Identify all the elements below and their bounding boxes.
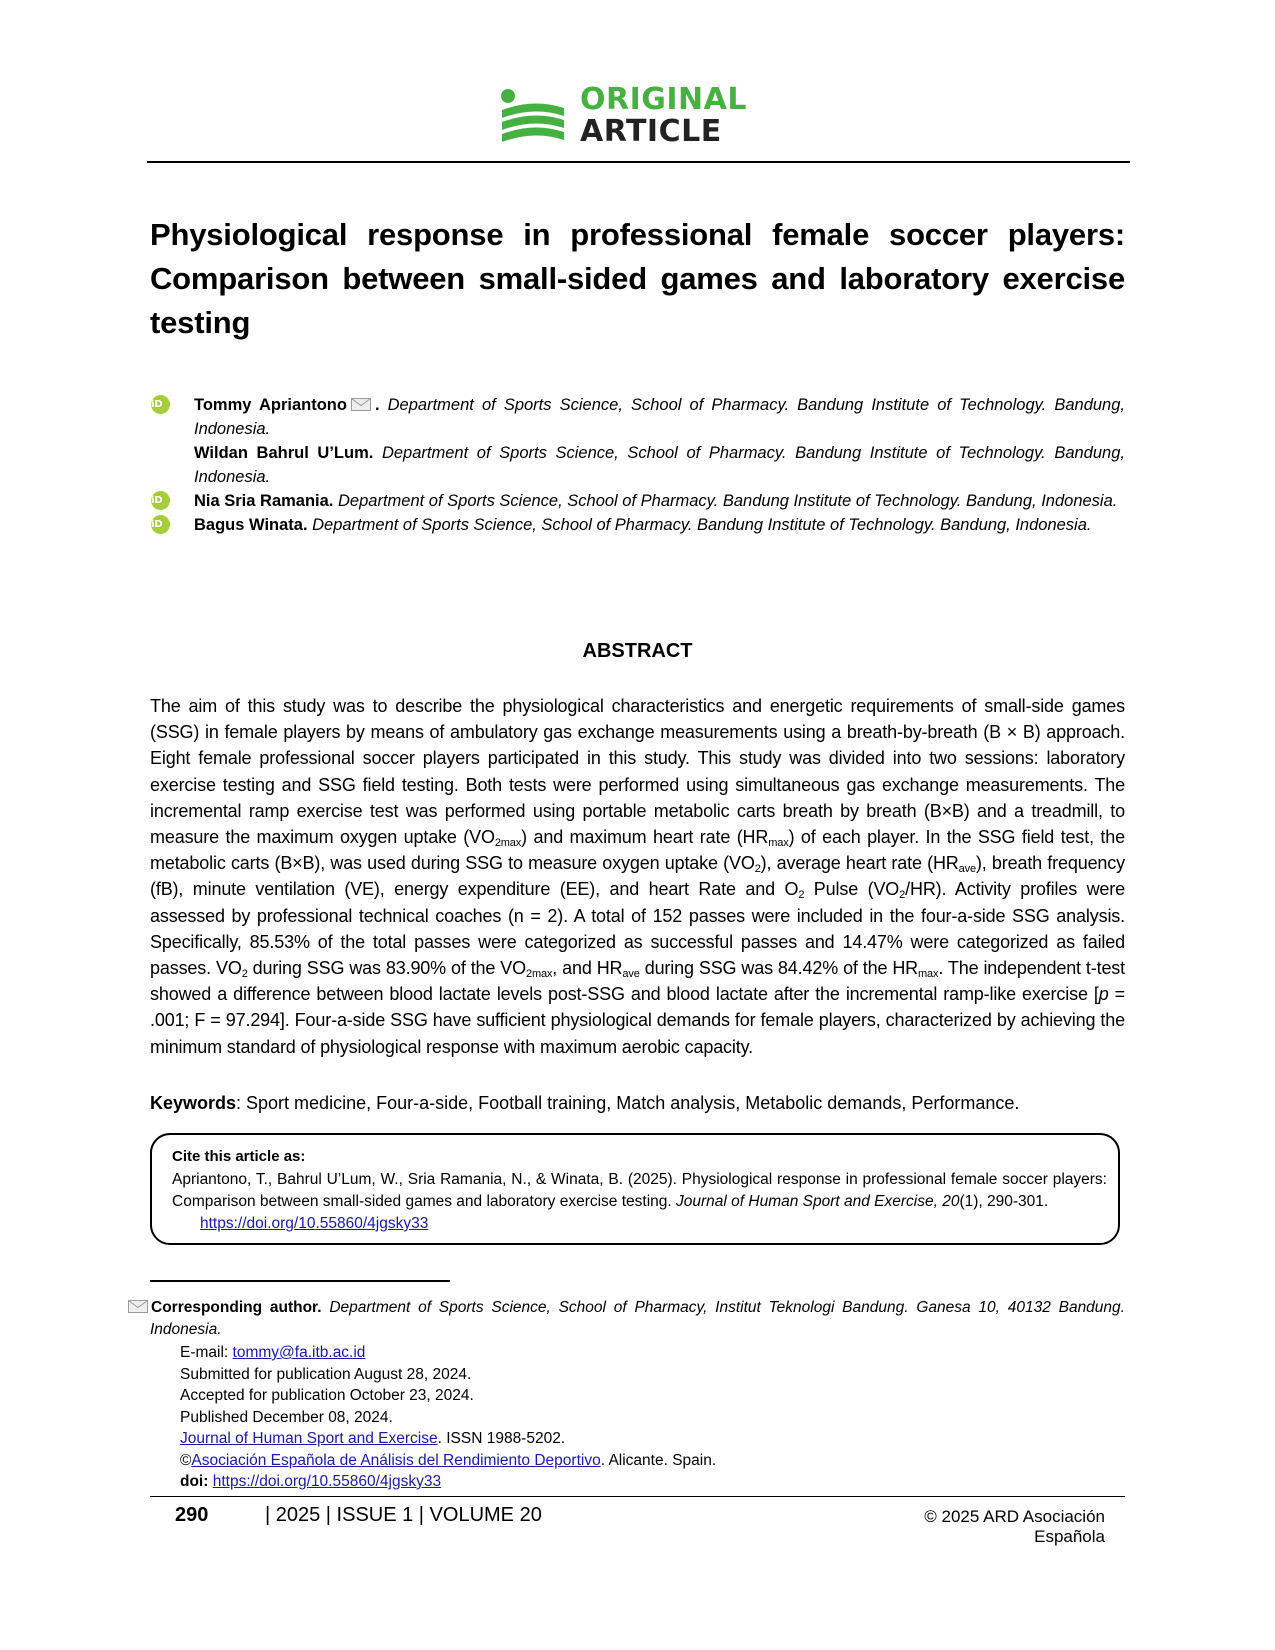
orcid-icon[interactable]: iD bbox=[151, 515, 170, 534]
author-entry bbox=[150, 441, 1125, 489]
keywords-text: : Sport medicine, Four-a-side, Football training, Match analysis, Metabolic demands, Performance. bbox=[236, 1093, 1020, 1113]
author-name: Wildan Bahrul U’Lum. bbox=[194, 444, 374, 462]
citation-text: Apriantono, T., Bahrul U’Lum, W., Sria Ramania, N., & Winata, B. (2025). Physiological response in professional female soccer players: Comparison between small-sided games and laboratory exercise testing. Journal of Human Sport and Exercise, 20(1), 290-301. https://doi.org/10.55860/4jgsky33 bbox=[172, 1171, 1107, 1232]
author-name: Bagus Winata. bbox=[194, 516, 308, 534]
issue-info: | 2025 | ISSUE 1 | VOLUME 20 bbox=[265, 1504, 542, 1526]
journal-link[interactable]: Journal of Human Sport and Exercise bbox=[180, 1430, 438, 1447]
citation-doi-link[interactable]: https://doi.org/10.55860/4jgsky33 bbox=[200, 1215, 429, 1232]
page-number: 290 bbox=[175, 1504, 209, 1526]
accepted-date: Accepted for publication October 23, 2024. bbox=[180, 1387, 474, 1404]
email-link[interactable]: tommy@fa.itb.ac.id bbox=[232, 1344, 366, 1361]
author-affiliation: Department of Sports Science, School of Pharmacy. Bandung Institute of Technology. Bandung, Indonesia. bbox=[338, 492, 1118, 510]
publication-metadata: E-mail: tommy@fa.itb.ac.id Submitted for publication August 28, 2024. Accepted for publication October 23, 2024. Published December 08, 2024. Journal of Human Sport and Exercise. ISSN 1988-5202. ©Asociación Española de Análisis del Rendimiento Deportivo. Alicante. Spain. doi: https://doi.org/10.55860/4jgsky33 bbox=[180, 1344, 717, 1490]
author-name: Tommy Apriantono bbox=[194, 396, 347, 414]
orcid-icon[interactable]: iD bbox=[151, 395, 170, 414]
author-entry bbox=[150, 489, 1125, 513]
footnote-divider bbox=[150, 1280, 450, 1282]
citation-label: Cite this article as: bbox=[172, 1148, 306, 1165]
author-list bbox=[150, 393, 1125, 537]
published-date: Published December 08, 2024. bbox=[180, 1408, 393, 1426]
footer-copyright: © 2025 ARD Asociación Española bbox=[924, 1507, 1105, 1546]
footer-divider bbox=[150, 1496, 1125, 1497]
journal-logo bbox=[500, 82, 790, 152]
logo-stripes-icon bbox=[500, 88, 566, 144]
author-entry: iD Tommy Apriantono . Department of Sports Science, School of Pharmacy. Bandung Institute of Technology. Bandung, Indonesia. bbox=[151, 396, 1125, 438]
article-title: Physiological response in professional female soccer players: Comparison between small-sided games and laboratory exercise testing bbox=[150, 217, 1125, 340]
author-affiliation: Department of Sports Science, School of Pharmacy. Bandung Institute of Technology. Bandung, Indonesia. bbox=[194, 444, 1125, 486]
logo-word-article: ARTICLE bbox=[580, 114, 722, 149]
envelope-icon[interactable] bbox=[351, 398, 371, 411]
author-affiliation: Department of Sports Science, School of Pharmacy. Bandung Institute of Technology. Bandung, Indonesia. bbox=[312, 516, 1092, 534]
author-affiliation: Department of Sports Science, School of Pharmacy. Bandung Institute of Technology. Bandung, Indonesia. bbox=[194, 396, 1125, 438]
author-name: Nia Sria Ramania. bbox=[194, 492, 334, 510]
keywords bbox=[150, 1090, 1125, 1116]
orcid-icon[interactable]: iD bbox=[151, 491, 170, 510]
submitted-date: Submitted for publication August 28, 2024. bbox=[180, 1365, 472, 1383]
corresponding-author-note: Corresponding author. Department of Sports Science, School of Pharmacy, Institut Teknologi Bandung. Ganesa 10, 40132 Bandung. Indonesia. bbox=[150, 1297, 1125, 1341]
envelope-icon bbox=[128, 1300, 148, 1313]
abstract-heading: ABSTRACT bbox=[582, 640, 693, 662]
footnote-doi-link[interactable]: https://doi.org/10.55860/4jgsky33 bbox=[212, 1473, 442, 1490]
abstract-text: The aim of this study was to describe the physiological characteristics and energetic requirements of small-side games (SSG) in female players by means of ambulatory gas exchange measurements using a breath-by-breath (B × B) approach. Eight female professional soccer players participated in this study. This study was divided into two sessions: laboratory exercise testing and SSG field testing. Both tests were performed using simultaneous gas exchange measurements. The incremental ramp exercise test was performed using portable metabolic carts breath by breath (B×B) and a treadmill, to measure the maximum oxygen uptake $(VO_{2max})$ and maximum heart rate $(HR_{max})$ of each player. In the SSG field test, the metabolic carts (B×B), was used during SSG to measure oxygen uptake $(VO_2)$, average heart rate $(HR_{ave})$, breath frequency (fB), minute ventilation (VE), energy expenditure (EE), and heart Rate and $O_2$ Pulse $(VO_2/HR)$. Activity profiles were assessed by professional technical coaches (n = 2). A total of 152 passes were included in the four-a-side SSG analysis. Specifically, 85.53% of the total passes were categorized as successful passes and 14.47% were categorized as failed passes. $VO_2$ during SSG was 83.90% of the $VO_{2max}$, and $HR_{ave}$ during SSG was 84.42% of the $HR_{max}$. The independent t-test showed a difference between blood lactate levels post-SSG and blood lactate after the incremental ramp-like exercise [p = .001; F = 97.294]. Four-a-side SSG have sufficient physiological demands for female players, characterized by achieving the minimum standard of physiological response with maximum aerobic capacity. bbox=[150, 696, 1126, 1057]
association-link[interactable]: Asociación Española de Análisis del Rendimiento Deportivo bbox=[191, 1451, 601, 1469]
keywords-label: Keywords bbox=[150, 1093, 237, 1113]
header-divider bbox=[147, 161, 1130, 163]
author-entry bbox=[150, 513, 1125, 537]
logo-word-original: ORIGINAL bbox=[580, 82, 747, 117]
